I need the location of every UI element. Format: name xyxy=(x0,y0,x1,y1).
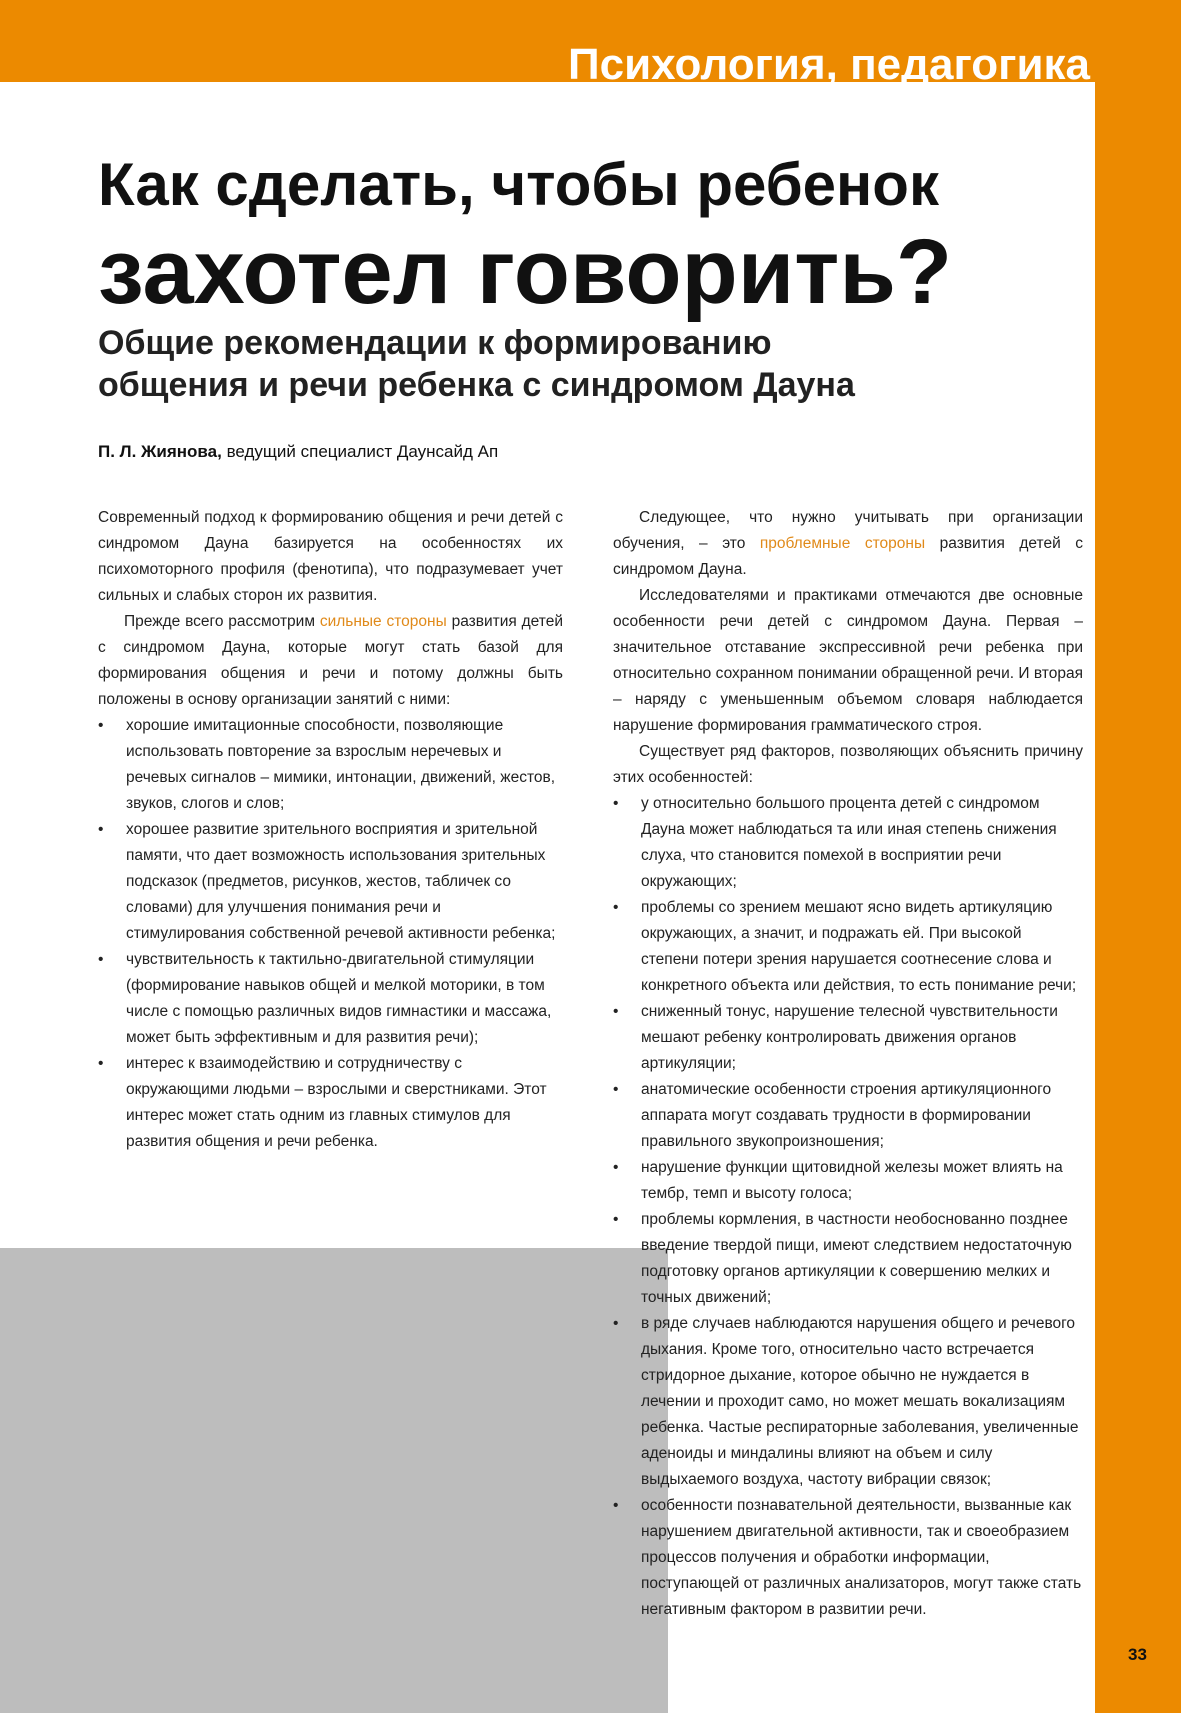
column-right xyxy=(613,505,1083,1623)
subtitle-line-2: общения и речи ребенка с синдромом Дауна xyxy=(98,366,855,404)
list-item: • особенности познавательной деятельности, вызванные как нарушением двигательной активности, так и своеобразием процессов получения и обработки информации, поступающей от различных анализаторов, могут также стать негативным фактором в развитии речи. xyxy=(613,1493,1083,1623)
text: Следующее, что нужно учитывать при организации обучения, – это xyxy=(613,509,1083,552)
paragraph: Исследователями и практиками отмечаются две основные особенности речи детей с синдромом Дауна. Первая – значительное отставание экспрессивной речи ребенка при относительно сохранном понимании обращенной речи. И вторая – наряду с уменьшенным объемом словаря наблюдается нарушение формирования грамматического строя. xyxy=(613,587,1083,734)
author-byline xyxy=(98,442,498,462)
paragraph xyxy=(613,505,1083,583)
list-item: • анатомические особенности строения артикуляционного аппарата могут создавать трудности в формировании правильного звукопроизношения; xyxy=(613,1077,1083,1155)
title-line-2: захотел говорить? xyxy=(98,221,953,323)
title-line-1: Как сделать, чтобы ребенок xyxy=(98,151,939,218)
subtitle-line-1: Общие рекомендации к формированию xyxy=(98,324,772,362)
list-item: • нарушение функции щитовидной железы может влиять на тембр, темп и высоту голоса; xyxy=(613,1155,1083,1207)
list-item: • сниженный тонус, нарушение телесной чувствительности мешают ребенку контролировать движения органов артикуляции; xyxy=(613,999,1083,1077)
list-item: • проблемы кормления, в частности необоснованно позднее введение твердой пищи, имеют следствием недостаточную подготовку органов артикуляции к совершению мелких и точных движений; xyxy=(613,1207,1083,1311)
highlight: проблемные стороны xyxy=(759,535,926,552)
paragraph: Современный подход к формированию общения и речи детей с синдромом Дауна базируется на особенностях их психомоторного профиля (фенотипа), что подразумевает учет сильных и слабых сторон их развития. xyxy=(98,509,563,604)
text: развития детей с синдромом Дауна, которые могут стать базой для формирования общения и речи и потому должны быть положены в основу организации занятий с ними: xyxy=(98,613,563,708)
list-item: • интерес к взаимодействию и сотрудничеству с окружающими людьми – взрослыми и сверстниками. Этот интерес может стать одним из главных стимулов для развития общения и речи ребенка. xyxy=(98,1051,563,1155)
list-item: • проблемы со зрением мешают ясно видеть артикуляцию окружающих, а значит, и подражать ей. При высокой степени потери зрения нарушается соотнесение слова и конкретного объекта или действия, то есть понимание речи; xyxy=(613,895,1083,999)
list-item: • хорошие имитационные способности, позволяющие использовать повторение за взрослым неречевых и речевых сигналов – мимики, интонации, движений, жестов, звуков, слогов и слов; xyxy=(98,713,563,817)
strengths-list xyxy=(98,713,563,1155)
author-role: ведущий специалист Даунсайд Ап xyxy=(221,442,499,461)
section-title: Психология, педагогика xyxy=(568,40,1090,89)
highlight: сильные стороны xyxy=(319,613,447,630)
child-photo xyxy=(0,1248,668,1713)
side-rail xyxy=(1095,0,1181,1713)
paragraph xyxy=(98,609,563,713)
factors-list xyxy=(613,791,1083,1623)
text: Прежде всего рассмотрим xyxy=(124,613,320,630)
list-item: • у относительно большого процента детей с синдромом Дауна может наблюдаться та или иная степень снижения слуха, что становится помехой в восприятии речи окружающих; xyxy=(613,791,1083,895)
subtitle xyxy=(98,322,998,406)
author-name: П. Л. Жиянова, xyxy=(98,442,222,461)
list-item: • в ряде случаев наблюдаются нарушения общего и речевого дыхания. Кроме того, относительно часто встречается стридорное дыхание, которое обычно не нуждается в лечении и проходит само, но может мешать вокализациям ребенка. Частые респираторные заболевания, увеличенные аденоиды и миндалины влияют на объем и силу выдыхаемого воздуха, частоту вибрации связок; xyxy=(613,1311,1083,1493)
paragraph: Существует ряд факторов, позволяющих объяснить причину этих особенностей: xyxy=(613,743,1083,786)
text: развития детей с синдромом Дауна. xyxy=(613,535,1084,578)
list-item: • хорошее развитие зрительного восприятия и зрительной памяти, что дает возможность использования зрительных подсказок (предметов, рисунков, жестов, табличек со словами) для улучшения понимания речи и стимулирования собственной речевой активности ребенка; xyxy=(98,817,563,947)
page-number: 33 xyxy=(1128,1645,1147,1664)
list-item: • чувствительность к тактильно-двигательной стимуляции (формирование навыков общей и мелкой моторики, в том числе с помощью различных видов гимнастики и массажа, может быть эффективным и для развития речи); xyxy=(98,947,563,1051)
column-left xyxy=(98,505,563,1155)
